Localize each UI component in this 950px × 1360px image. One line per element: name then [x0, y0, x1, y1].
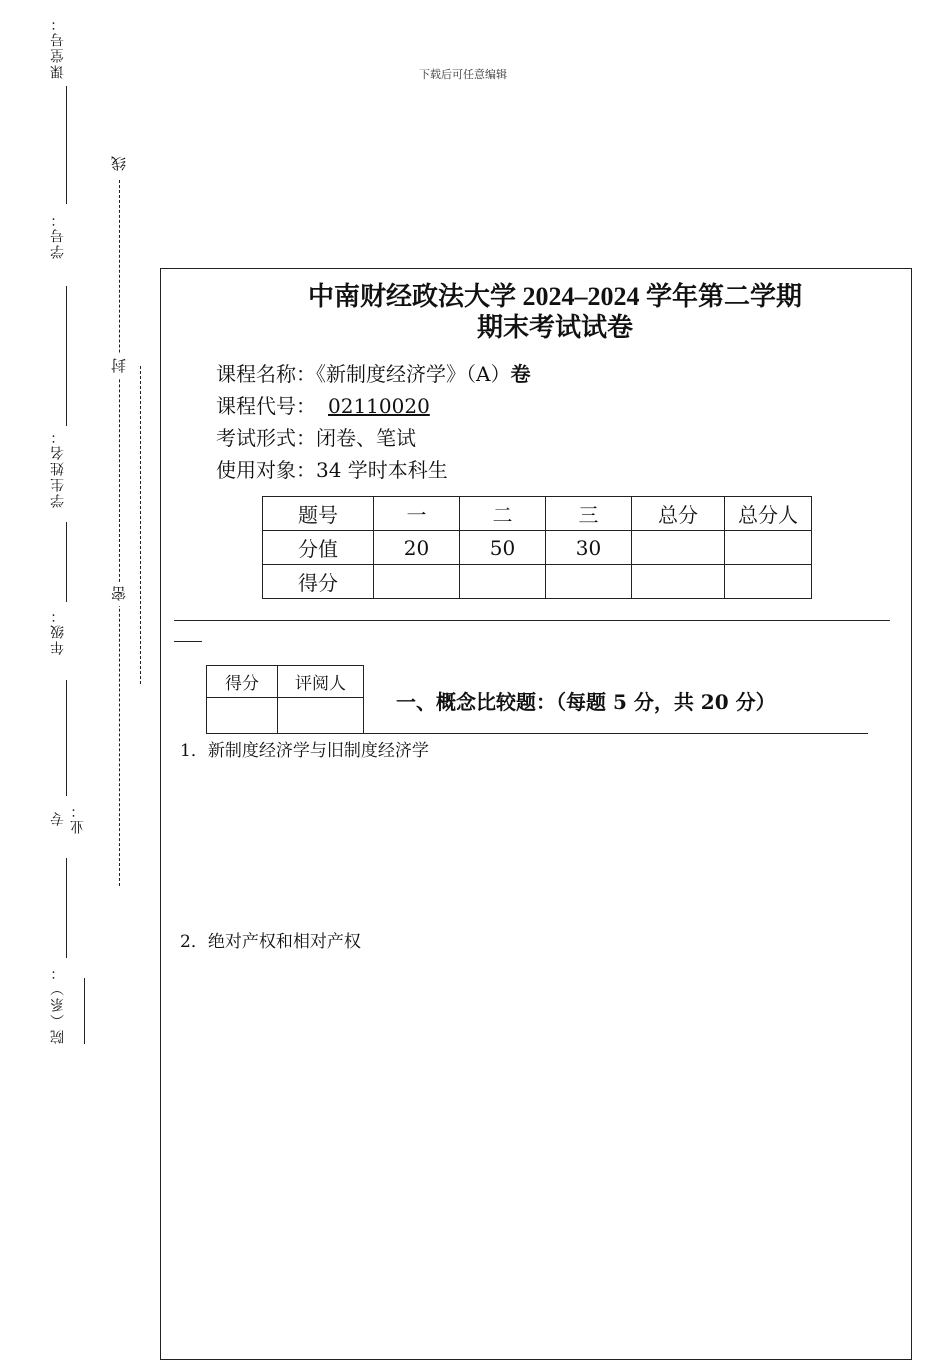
major-label: 专业：	[50, 802, 86, 834]
score-table-header-row	[263, 497, 812, 531]
student-id-label: 学号：	[50, 211, 66, 259]
table-row	[263, 565, 812, 599]
table-row	[207, 698, 364, 734]
grade-label: 年级：	[50, 607, 66, 655]
score-cell[interactable]	[725, 531, 812, 565]
grader-header-row	[207, 666, 364, 698]
student-name-line	[66, 522, 67, 602]
score-cell[interactable]	[632, 565, 725, 599]
score-cell[interactable]	[725, 565, 812, 599]
score-cell: 30	[546, 531, 632, 565]
score-cell[interactable]	[374, 565, 460, 599]
score-header-cell: 总分	[632, 497, 725, 531]
course-name-suffix: 卷	[510, 362, 531, 386]
score-header-cell: 一	[374, 497, 460, 531]
department-label: 院（系）：	[50, 964, 66, 1044]
grader-reviewer-header: 评阅人	[278, 666, 364, 698]
course-code-label: 课程代号：	[216, 394, 316, 418]
grader-reviewer-cell[interactable]	[278, 698, 364, 734]
question-2: 2．绝对产权和相对产权	[180, 932, 361, 952]
score-cell: 50	[460, 531, 546, 565]
exam-form: 考试形式：闭卷、笔试	[216, 426, 416, 450]
grader-table	[206, 665, 364, 734]
score-header-cell: 二	[460, 497, 546, 531]
section-rule	[364, 733, 868, 734]
score-header-cell: 总分人	[725, 497, 812, 531]
score-header-cell: 三	[546, 497, 632, 531]
class-number-label: 课堂号：	[50, 15, 66, 79]
score-header-cell: 题号	[263, 497, 374, 531]
score-cell[interactable]	[546, 565, 632, 599]
course-code-value: 02110020	[328, 394, 430, 418]
seal-char-feng: 封	[108, 354, 130, 378]
grader-score-cell[interactable]	[207, 698, 278, 734]
score-table	[262, 496, 812, 599]
seal-char-xian: 线	[108, 152, 130, 176]
course-code	[216, 390, 452, 419]
seal-dashed-line-inner	[140, 366, 141, 684]
seal-dashed-line	[119, 180, 120, 886]
student-name-label: 学生姓名：	[50, 428, 66, 508]
score-cell: 20	[374, 531, 460, 565]
header-note: 下载后可任意编辑	[419, 68, 507, 81]
major-line	[66, 858, 67, 958]
grade-line	[66, 680, 67, 796]
student-id-line	[66, 286, 67, 426]
course-name	[216, 358, 530, 387]
separator-line-short	[174, 641, 202, 642]
course-name-value: 《新制度经济学》（A）	[316, 362, 511, 386]
question-1: 1．新制度经济学与旧制度经济学	[180, 741, 429, 761]
exam-target: 使用对象：34 学时本科生	[216, 458, 448, 482]
grader-score-header: 得分	[207, 666, 278, 698]
seal-char-mi: 密	[108, 582, 130, 606]
department-line	[84, 978, 85, 1044]
score-row-label: 分值	[263, 531, 374, 565]
course-name-label: 课程名称：	[216, 362, 316, 386]
section-title: 一、概念比较题：（每题 5 分，共 20 分）	[396, 690, 776, 714]
exam-subtitle: 期末考试试卷	[476, 313, 633, 342]
separator-line	[174, 620, 890, 621]
score-cell[interactable]	[460, 565, 546, 599]
class-number-line	[66, 86, 67, 204]
exam-title: 中南财经政法大学 2024–2024 学年第二学期	[307, 282, 802, 311]
score-cell[interactable]	[632, 531, 725, 565]
table-row	[263, 531, 812, 565]
score-row-label: 得分	[263, 565, 374, 599]
